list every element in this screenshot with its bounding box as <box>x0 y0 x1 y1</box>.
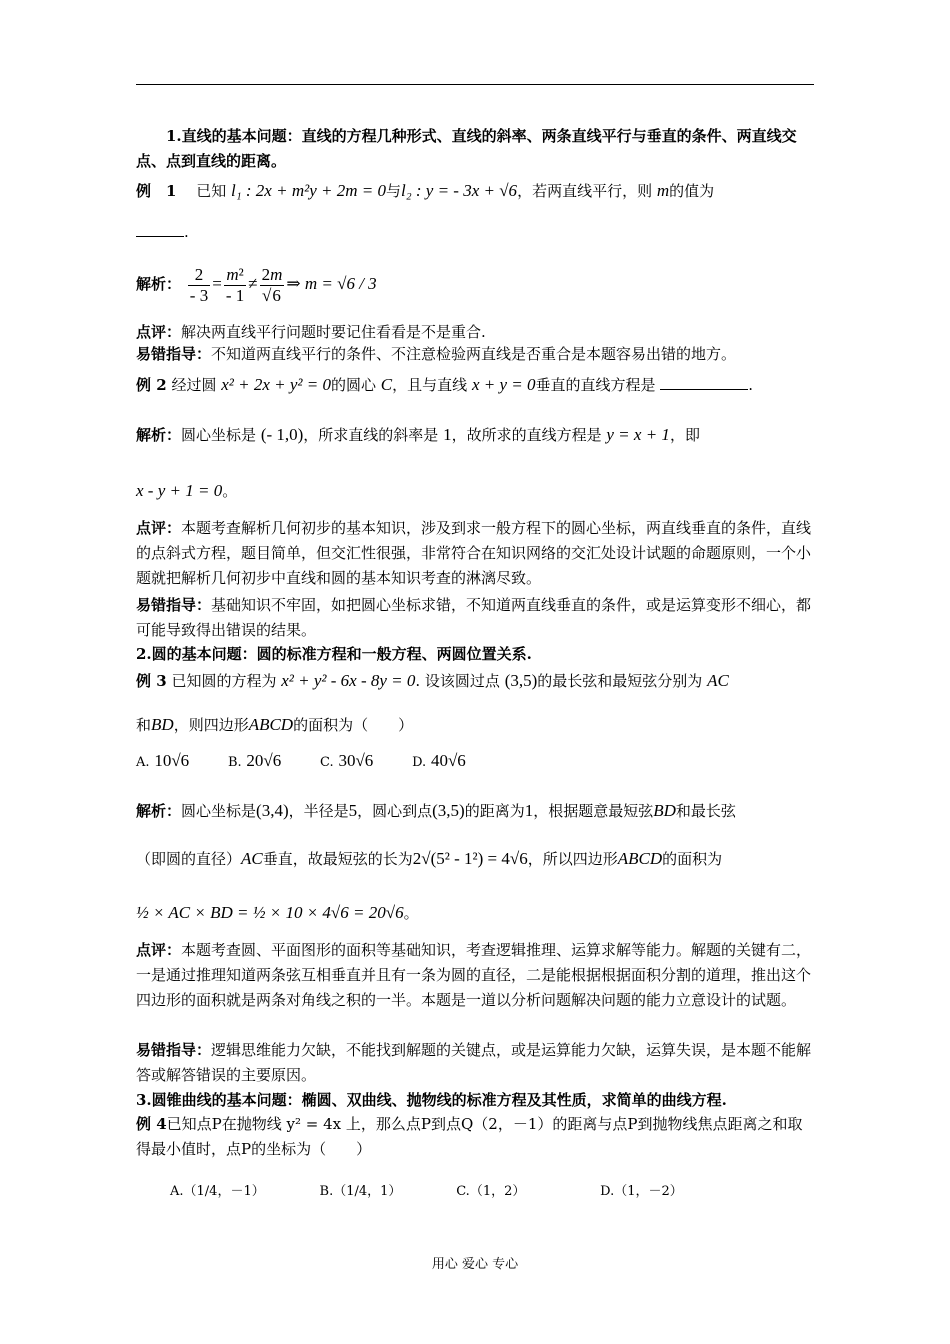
example-label: 例 2 <box>136 376 167 394</box>
text: 垂直，故最短弦的长为 <box>262 850 413 868</box>
example-3-question-cont <box>136 712 816 738</box>
point-coordinate: (3,5) <box>504 671 538 690</box>
text: 的距离为 <box>464 802 525 820</box>
comment-label: 点评： <box>136 323 182 341</box>
text: . <box>748 376 754 394</box>
option-c <box>456 1178 525 1204</box>
example-3-mistake <box>136 1038 816 1088</box>
text: ，所求直线的斜率是 <box>303 426 439 444</box>
example-1-mistake <box>136 342 816 367</box>
text: 。 <box>222 482 238 500</box>
line-l1-equation: l₁ : 2x + m²y + 2m = 0 <box>231 181 386 200</box>
example-3-comment <box>136 938 816 1013</box>
chord-bd: BD <box>653 801 676 820</box>
text: 和最长弦 <box>675 802 736 820</box>
section-1-heading <box>136 124 816 174</box>
center-coordinate: (3,4) <box>256 801 289 820</box>
text: 。 <box>403 904 419 922</box>
variable-m: m <box>656 181 670 200</box>
text: 圆心坐标是 <box>181 426 257 444</box>
example-2-comment <box>136 516 816 591</box>
analysis-formula: $\frac{2}{- 3}$ = $\frac{\text{m²}}{- 1}$ ≠ $\frac{2m}{√6}$ ⇒ <box>189 264 305 305</box>
text: ，根据题意最短弦 <box>533 802 654 820</box>
section-number: 1. <box>166 127 182 145</box>
example-2-question <box>136 372 816 398</box>
text: ，且与直线 <box>392 376 468 394</box>
center-coordinate: (- 1,0) <box>260 425 304 444</box>
chord-ac: AC <box>707 671 729 690</box>
header-rule <box>136 84 814 85</box>
area-formula: ½ × AC × BD = ½ × 10 × 4√6 = 20√6 <box>136 903 404 922</box>
option-c <box>320 748 373 775</box>
text: 垂直的直线方程是 <box>535 376 656 394</box>
example-1-analysis <box>136 262 816 306</box>
circle-equation: x² + 2x + y² = 0 <box>221 375 331 394</box>
section-2-heading <box>136 642 816 667</box>
section-number: 3. <box>136 1091 152 1109</box>
option-letter: D. <box>412 755 427 770</box>
analysis-label: 解析： <box>136 426 182 444</box>
example-3-options <box>136 748 816 775</box>
text: . 设该圆过点 <box>415 672 500 690</box>
section-number: 2. <box>136 645 152 663</box>
line-equation: y = x + 1 <box>606 425 670 444</box>
final-equation: x - y + 1 = 0 <box>136 481 223 500</box>
center-c: C <box>380 375 393 394</box>
example-label: 例 1 <box>136 182 177 200</box>
example-4-question <box>136 1112 816 1162</box>
mistake-text: 逻辑思维能力欠缺，不能找到解题的关键点，或是运算能力欠缺，运算失误，是本题不能解答或解答错误的主要原因。 <box>136 1041 812 1084</box>
example-3-analysis-cont <box>136 846 816 872</box>
text: ，则四边形 <box>173 716 249 734</box>
option-letter: C. <box>456 1184 470 1199</box>
option-a <box>170 1178 265 1204</box>
point-coordinate: (3,5) <box>432 801 465 820</box>
option-value: （1，－2） <box>614 1184 683 1199</box>
option-value: （1/4，1） <box>333 1184 402 1199</box>
section-title: 圆的基本问题：圆的标准方程和一般方程、两圆位置关系. <box>151 645 532 663</box>
line-equation: x + y = 0 <box>471 375 536 394</box>
example-label: 例 4 <box>136 1115 167 1133</box>
text: ，所以四边形 <box>527 850 618 868</box>
option-letter: A. <box>136 755 150 770</box>
option-letter: A. <box>170 1184 184 1199</box>
text: 圆心坐标是 <box>181 802 257 820</box>
option-a <box>136 748 189 775</box>
text: （即圆的直径） <box>136 850 242 868</box>
option-d <box>412 748 466 775</box>
example-4-options <box>170 1178 810 1204</box>
section-title: 圆锥曲线的基本问题：椭圆、双曲线、抛物线的标准方程及其性质，求简单的曲线方程. <box>151 1091 727 1109</box>
circle-equation: x² + y² - 6x - 8y = 0 <box>281 671 416 690</box>
example-3-area <box>136 900 816 926</box>
text: ，若两直线平行，则 <box>517 182 653 200</box>
text: ，圆心到点 <box>357 802 433 820</box>
example-2-analysis <box>136 422 816 448</box>
text: . <box>184 223 189 241</box>
example-2-analysis-result <box>136 478 816 504</box>
analysis-result: m = √6 / 3 <box>304 274 377 293</box>
question-text: 已知点P在抛物线 y² = 4x 上，那么点P到点Q（2，－1）的距离与点P到抛物线焦点距离之和取得最小值时，点P的坐标为（ ） <box>136 1115 803 1158</box>
text: 已知圆的方程为 <box>171 672 277 690</box>
option-d <box>600 1178 683 1204</box>
option-letter: D. <box>600 1184 615 1199</box>
text: 的面积为 <box>662 850 723 868</box>
section-3-heading <box>136 1088 816 1113</box>
text: ，即 <box>669 426 700 444</box>
chord-bd: BD <box>151 715 174 734</box>
section-title: 直线的基本问题：直线的方程几种形式、直线的斜率、两条直线平行与垂直的条件、两直线交点、点到直线的距离。 <box>136 127 797 170</box>
example-3-question <box>136 668 816 694</box>
option-letter: B. <box>319 1184 334 1199</box>
option-value: 30√6 <box>338 751 374 770</box>
radius-value: 5 <box>348 801 358 820</box>
option-value: 40√6 <box>430 751 466 770</box>
distance-value: 1 <box>524 801 534 820</box>
chord-ac: AC <box>241 849 263 868</box>
text: 的圆心 <box>331 376 377 394</box>
quadrilateral-abcd: ABCD <box>617 849 663 868</box>
example-3-analysis <box>136 798 816 824</box>
text: 的值为 <box>669 182 715 200</box>
option-b <box>320 1178 402 1204</box>
mistake-text: 基础知识不牢固，如把圆心坐标求错，不知道两直线垂直的条件，或是运算变形不细心，都可能导致得出错误的结果。 <box>136 596 812 639</box>
text: 的面积为（ ） <box>293 716 414 734</box>
comment-label: 点评： <box>136 941 182 959</box>
mistake-label: 易错指导： <box>136 345 212 363</box>
option-value: （1，2） <box>469 1184 526 1199</box>
answer-blank <box>660 375 748 390</box>
comment-text: 解决两直线平行问题时要记住看看是不是重合. <box>181 323 486 341</box>
text: 已知 <box>196 182 227 200</box>
text: 经过圆 <box>171 376 217 394</box>
example-1-question <box>136 178 816 204</box>
option-value: 20√6 <box>246 751 282 770</box>
line-l2-equation: l₂ : y = - 3x + √6 <box>400 181 518 200</box>
answer-blank <box>136 222 184 237</box>
text: 的最长弦和最短弦分别为 <box>537 672 703 690</box>
example-2-mistake <box>136 593 816 643</box>
page-footer: 用心 爱心 专心 <box>431 1257 519 1272</box>
quadrilateral-abcd: ABCD <box>248 715 294 734</box>
slope-value: 1 <box>443 425 452 444</box>
comment-text: 本题考查解析几何初步的基本知识，涉及到求一般方程下的圆心坐标，两直线垂直的条件，直线的点斜式方程，题目简单，但交汇性很强，非常符合在知识网络的交汇处设计试题的命题原则，一个小题就把解析几何初步中直线和圆的基本知识考查的淋漓尽致。 <box>136 519 812 587</box>
option-letter: C. <box>320 755 334 770</box>
mistake-label: 易错指导： <box>136 1041 212 1059</box>
example-label: 例 3 <box>136 672 167 690</box>
option-value: 10√6 <box>154 751 190 770</box>
mistake-text: 不知道两直线平行的条件、不注意检验两直线是否重合是本题容易出错的地方。 <box>211 345 737 363</box>
comment-text: 本题考查圆、平面图形的面积等基础知识，考查逻辑推理、运算求解等能力。解题的关键有二，一是通过推理知道两条弦互相垂直并且有一条为圆的直径，二是能根据根据面积分割的道理，推出这个四边形的面积就是两条对角线之积的一半。本题是一道以分析问题解决问题的能力立意设计的试题。 <box>136 941 812 1009</box>
option-letter: B. <box>227 755 242 770</box>
option-value: （1/4，－1） <box>183 1184 265 1199</box>
chord-length: 2√(5² - 1²) = 4√6 <box>412 849 528 868</box>
analysis-label: 解析： <box>136 275 182 293</box>
text: ，故所求的直线方程是 <box>451 426 602 444</box>
analysis-label: 解析： <box>136 802 182 820</box>
text: 和 <box>136 716 152 734</box>
text: ，半径是 <box>288 802 349 820</box>
mistake-label: 易错指导： <box>136 596 212 614</box>
option-b <box>228 748 281 775</box>
example-1-blank-line <box>136 220 816 245</box>
text: 与 <box>385 182 401 200</box>
comment-label: 点评： <box>136 519 182 537</box>
